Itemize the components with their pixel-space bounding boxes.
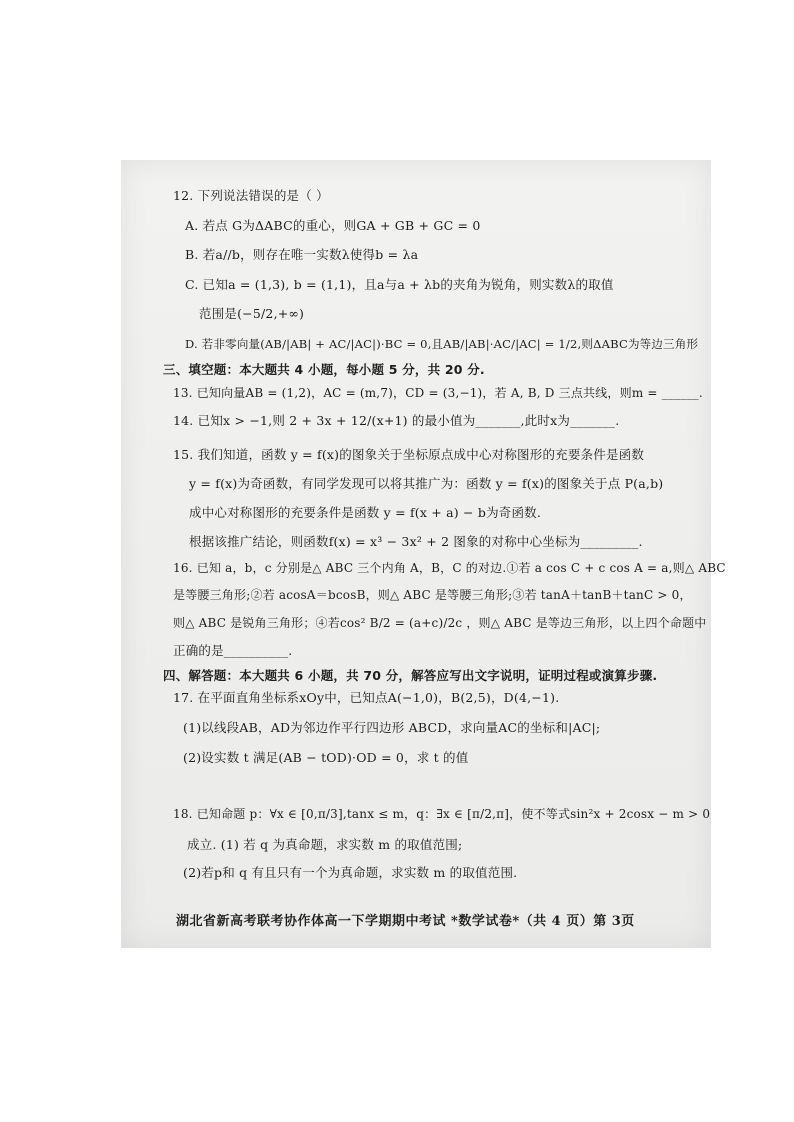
question-15-line2: y = f(x)为奇函数，有同学发现可以将其推广为：函数 y = f(x)的图象关于点 P(a,b) [189, 476, 664, 491]
question-12: 12. 下列说法错误的是（ ） [173, 188, 329, 203]
question-16-line3: 则△ ABC 是锐角三角形；④若cos² B/2 = (a+c)/2c ，则△ ABC 是等边三角形，以上四个命题中 [173, 616, 707, 630]
option-12d: D. 若非零向量(AB/|AB| + AC/|AC|)·BC = 0,且AB/|AB|·AC/|AC| = 1/2,则ΔABC为等边三角形 [185, 337, 699, 351]
question-15-line4: 根据该推广结论，则函数f(x) = x³ − 3x² + 2 图象的对称中心坐标为_________. [189, 534, 643, 549]
question-15-line3: 成中心对称图形的充要条件是函数 y = f(x + a) − b为奇函数. [189, 505, 542, 520]
question-15: 15. 我们知道，函数 y = f(x)的图象关于坐标原点成中心对称图形的充要条件是函数 [173, 447, 645, 462]
question-18-part2: (2)若p和 q 有且只有一个为真命题，求实数 m 的取值范围. [183, 865, 518, 880]
question-16-line2: 是等腰三角形;②若 acosA＝bcosB，则△ ABC 是等腰三角形;③若 tanA＋tanB＋tanC > 0， [173, 588, 692, 602]
question-17-part1: (1)以线段AB，AD为邻边作平行四边形 ABCD，求向量AC的坐标和|AC|; [183, 720, 601, 735]
question-17: 17. 在平面直角坐标系xOy中，已知点A(−1,0)，B(2,5)，D(4,−1). [173, 690, 560, 705]
question-16-line4: 正确的是__________. [173, 643, 293, 658]
question-17-part2: (2)设实数 t 满足(AB − tOD)·OD = 0，求 t 的值 [183, 750, 469, 765]
section-fill-in: 三、填空题：本大题共 4 小题，每小题 5 分，共 20 分. [163, 362, 485, 377]
page-content [121, 160, 726, 948]
question-13: 13. 已知向量AB = (1,2)，AC = (m,7)，CD = (3,−1)，若 A, B, D 三点共线，则m = ______. [173, 386, 703, 400]
question-14: 14. 已知x > −1,则 2 + 3x + 12/(x+1) 的最小值为_______,此时x为_______. [173, 413, 620, 428]
option-12c: C. 已知a = (1,3), b = (1,1)，且a与a + λb的夹角为锐角，则实数λ的取值 [185, 277, 614, 292]
exam-page [121, 160, 726, 948]
question-18-part1: 成立. (1) 若 q 为真命题，求实数 m 的取值范围; [187, 837, 463, 852]
question-18: 18. 已知命题 p：∀x ∈ [0,π/3],tanx ≤ m，q：∃x ∈ [π/2,π]，使不等式sin²x + 2cosx − m > 0 [173, 807, 711, 821]
option-12a: A. 若点 G为ΔABC的重心，则GA + GB + GC = 0 [185, 218, 481, 233]
section-solutions: 四、解答题：本大题共 6 小题，共 70 分，解答应写出文字说明，证明过程或演算步骤. [163, 668, 658, 683]
option-12c-range: 范围是(−5/2,+∞) [199, 306, 305, 321]
option-12b: B. 若a//b，则存在唯一实数λ使得b = λa [185, 247, 419, 262]
question-16: 16. 已知 a，b，c 分别是△ ABC 三个内角 A，B，C 的对边.①若 a cos C + c cos A = a,则△ ABC [173, 561, 726, 575]
page-footer: 湖北省新高考联考协作体高一下学期期中考试 *数学试卷*（共 4 页）第 3页 [176, 914, 635, 929]
